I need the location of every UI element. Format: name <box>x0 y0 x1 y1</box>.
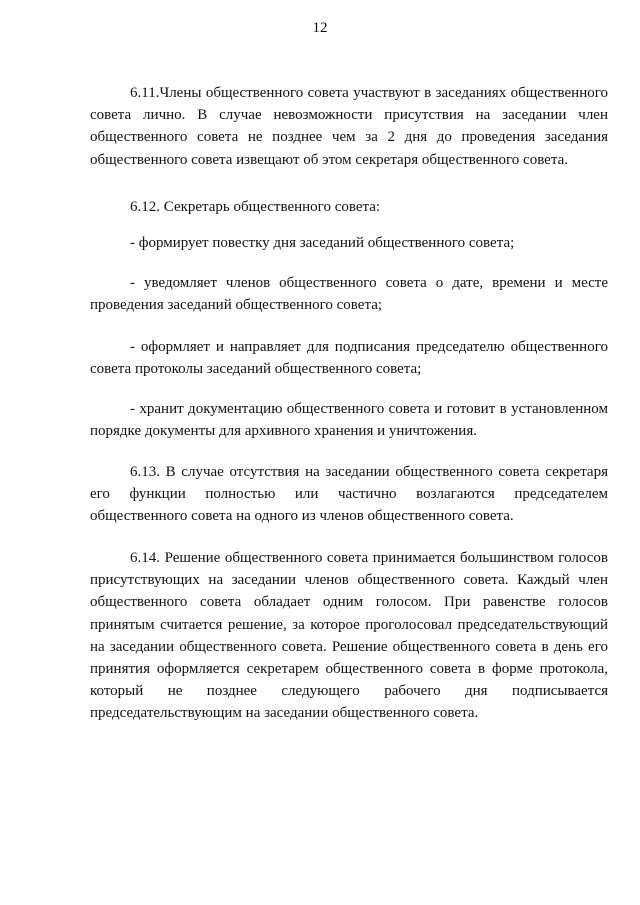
text-line: председательствующим на заседании общественного совета. <box>90 705 479 722</box>
text-line: проведения заседаний общественного совета; <box>90 297 383 314</box>
paragraph-6-13 <box>90 461 608 528</box>
list-item-agenda <box>90 232 608 254</box>
paragraph-6-11 <box>90 82 608 171</box>
text-line: совета протоколы заседаний общественного совета; <box>90 361 422 378</box>
text-line: общественного совета обладает одним голосом. При равенстве голосов <box>90 594 608 611</box>
page-number: 12 <box>312 20 328 36</box>
text-line: 6.12. Секретарь общественного совета: <box>130 199 381 215</box>
text-line: принятия оформляется секретарем общественного совета в форме протокола, <box>90 661 608 678</box>
text-line: 6.13. В случае отсутствия на заседании общественного совета секретаря <box>130 464 608 480</box>
text-line: на заседании общественного совета. Решение общественного совета в день его <box>90 638 608 655</box>
text-line: 6.14. Решение общественного совета принимается большинством голосов <box>130 550 608 566</box>
text-line: порядке документы для архивного хранения и уничтожения. <box>90 423 477 440</box>
text-line: общественного совета на одного из членов общественного совета. <box>90 508 514 525</box>
paragraph-6-14 <box>90 547 608 725</box>
text-line: 6.11.Члены общественного совета участвуют в заседаниях общественного <box>130 85 608 101</box>
text-line: - формирует повестку дня заседаний общественного совета; <box>130 235 515 251</box>
text-line: - хранит документацию общественного совета и готовит в установленном <box>130 401 608 417</box>
text-line: - оформляет и направляет для подписания председателю общественного <box>130 339 608 355</box>
text-line: - уведомляет членов общественного совета о дате, времени и месте <box>130 275 608 291</box>
list-item-notify <box>90 272 608 316</box>
text-line: принятым считается решение, за которое проголосовал председательствующий <box>90 616 608 633</box>
list-item-protocols <box>90 336 608 380</box>
text-line: который не позднее следующего рабочего дня подписывается <box>90 683 608 700</box>
text-line: его функции полностью или частично возлагаются председателем <box>90 486 608 503</box>
text-line: присутствующих на заседании членов общественного совета. Каждый член <box>90 572 608 589</box>
text-line: общественного совета извещают об этом секретаря общественного совета. <box>90 151 568 168</box>
text-line: совета лично. В случае невозможности присутствия на заседании член <box>90 107 608 124</box>
paragraph-6-12 <box>90 196 608 218</box>
list-item-archive <box>90 398 608 442</box>
text-line: общественного совета не позднее чем за 2 дня до проведения заседания <box>90 129 608 146</box>
